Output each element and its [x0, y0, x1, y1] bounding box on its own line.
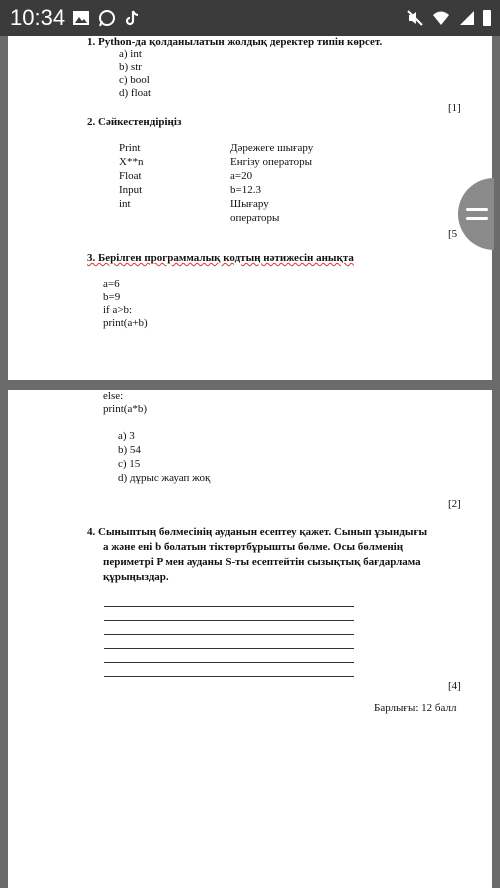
q2-left-item: int — [119, 198, 131, 210]
answer-line — [104, 662, 354, 663]
q2-right-item: операторы — [230, 212, 280, 224]
q2-right-item: Шығару — [230, 198, 269, 210]
q1-option-d: d) float — [119, 87, 152, 99]
code-line: else: — [103, 390, 124, 402]
q2-left-item: Input — [119, 184, 143, 196]
clock: 10:34 — [10, 5, 66, 30]
q1-option-c: c) bool — [119, 74, 150, 86]
q2-right-item: Енгізу операторы — [230, 156, 312, 168]
whatsapp-icon — [98, 9, 116, 27]
q1-option-b: b) str — [119, 61, 142, 73]
q2-right-item: a=20 — [230, 170, 253, 182]
signal-icon — [458, 9, 476, 27]
answer-line — [104, 648, 354, 649]
gallery-icon — [72, 9, 90, 27]
q3-option-b: b) 54 — [118, 444, 141, 456]
battery-icon — [480, 9, 494, 27]
q3-option-a: a) 3 — [118, 430, 135, 442]
q2-left-item: X**n — [119, 156, 144, 168]
q3-option-c: c) 15 — [118, 458, 141, 470]
q2-right-item: b=12.3 — [230, 184, 261, 196]
code-line: if a>b: — [103, 304, 133, 316]
q2-right-item: Дәрежеге шығару — [230, 142, 314, 154]
q2-left-item: Print — [119, 142, 141, 154]
question-1-title: 1. Python-да қолданылатын жолдық деректер типін көрсет. — [87, 36, 383, 48]
q3-score: [2] — [448, 498, 461, 510]
q1-option-a: a) int — [119, 48, 142, 60]
code-line: b=9 — [103, 291, 121, 303]
q3-option-d: d) дұрыс жауап жоқ — [118, 472, 211, 484]
question-2-title: 2. Сәйкестендіріңіз — [87, 116, 182, 128]
answer-line — [104, 620, 354, 621]
tiktok-icon — [124, 9, 142, 27]
answer-line — [104, 634, 354, 635]
mute-icon — [406, 9, 424, 27]
q4-score: [4] — [448, 680, 461, 692]
code-line: print(a*b) — [103, 403, 147, 415]
handle-bar-icon — [466, 208, 488, 211]
answer-line — [104, 606, 354, 607]
q2-left-item: Float — [119, 170, 142, 182]
q1-score: [1] — [448, 102, 461, 114]
code-line: a=6 — [103, 278, 120, 290]
question-4-title-line: а және ені b болатын тіктөртбұрышты бөлме. Осы бөлменің — [103, 541, 404, 553]
question-4-title-line: периметрі P мен ауданы S-ты есептейтін сызықтық бағдарлама — [103, 556, 421, 568]
document-page-2 — [8, 390, 492, 888]
code-line: print(a+b) — [103, 317, 148, 329]
question-4-title-line: құрыңыздар. — [103, 571, 169, 583]
answer-line — [104, 676, 354, 677]
q2-score: [5 — [448, 228, 458, 240]
wifi-icon — [432, 9, 450, 27]
total-score: Барлығы: 12 балл — [374, 702, 457, 714]
question-4-title-line: 4. Сыныптың бөлмесінің ауданын есептеу қажет. Сынып ұзындығы — [87, 526, 428, 538]
document-page-1 — [8, 36, 492, 380]
status-bar — [0, 0, 500, 36]
handle-bar-icon — [466, 217, 488, 220]
question-3-title: 3. Берілген программалық кодтың нәтижесін анықта — [87, 252, 354, 264]
